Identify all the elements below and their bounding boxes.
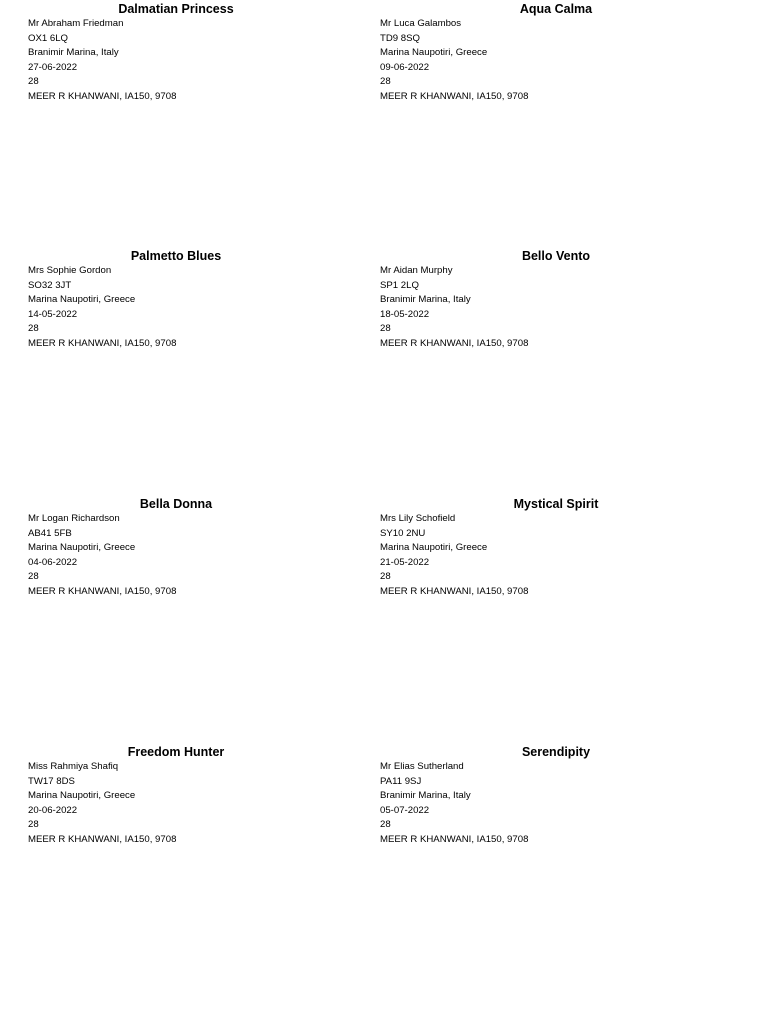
postcode: SY10 2NU: [380, 527, 426, 539]
label-card: [380, 248, 732, 352]
date: 09-06-2022: [380, 61, 430, 73]
boat-name: Palmetto Blues: [130, 249, 222, 263]
boat-name: Mystical Spirit: [513, 497, 599, 511]
boat-name: Aqua Calma: [519, 2, 593, 16]
reference: MEER R KHANWANI, IA150, 9708: [28, 337, 177, 349]
reference: MEER R KHANWANI, IA150, 9708: [380, 833, 529, 845]
number: 28: [28, 323, 39, 335]
boat-name: Dalmatian Princess: [118, 2, 234, 16]
boat-name: Freedom Hunter: [127, 745, 225, 759]
owner-name: Mrs Sophie Gordon: [28, 265, 112, 276]
marina: Marina Naupotiri, Greece: [28, 542, 136, 554]
owner-name: Mr Aidan Murphy: [380, 265, 453, 276]
label-card: [28, 248, 380, 352]
owner-name: Mr Logan Richardson: [28, 513, 120, 524]
owner-name: Mrs Lily Schofield: [380, 513, 456, 524]
label-card: [380, 1, 732, 105]
owner-name: Mr Abraham Friedman: [28, 18, 124, 29]
postcode: TW17 8DS: [28, 775, 75, 787]
boat-name: Bella Donna: [139, 497, 213, 511]
owner-name: Mr Elias Sutherland: [380, 761, 464, 772]
marina: Marina Naupotiri, Greece: [28, 790, 136, 802]
date: 14-05-2022: [28, 308, 78, 320]
reference: MEER R KHANWANI, IA150, 9708: [380, 585, 529, 597]
postcode: SO32 3JT: [28, 279, 72, 291]
marina: Branimir Marina, Italy: [380, 790, 471, 802]
date: 18-05-2022: [380, 308, 430, 320]
number: 28: [380, 819, 391, 831]
label-card: [380, 744, 732, 848]
postcode: SP1 2LQ: [380, 279, 419, 291]
date: 04-06-2022: [28, 556, 78, 568]
postcode: TD9 8SQ: [380, 32, 420, 44]
boat-name: Bello Vento: [521, 249, 591, 263]
boat-name: Serendipity: [521, 745, 591, 759]
owner-name: Miss Rahmiya Shafiq: [28, 761, 119, 772]
marina: Marina Naupotiri, Greece: [380, 47, 488, 59]
number: 28: [28, 571, 39, 583]
number: 28: [28, 76, 39, 88]
label-card: [28, 744, 380, 848]
reference: MEER R KHANWANI, IA150, 9708: [380, 90, 529, 102]
number: 28: [380, 571, 391, 583]
marina: Branimir Marina, Italy: [28, 47, 119, 59]
number: 28: [380, 76, 391, 88]
label-card: [28, 1, 380, 105]
postcode: PA11 9SJ: [380, 775, 422, 787]
marina: Marina Naupotiri, Greece: [380, 542, 488, 554]
owner-name: Mr Luca Galambos: [380, 18, 462, 29]
reference: MEER R KHANWANI, IA150, 9708: [28, 833, 177, 845]
label-card: [28, 496, 380, 600]
marina: Marina Naupotiri, Greece: [28, 294, 136, 306]
number: 28: [380, 323, 391, 335]
number: 28: [28, 819, 39, 831]
date: 20-06-2022: [28, 804, 78, 816]
label-card: [380, 496, 732, 600]
date: 05-07-2022: [380, 804, 430, 816]
reference: MEER R KHANWANI, IA150, 9708: [28, 585, 177, 597]
reference: MEER R KHANWANI, IA150, 9708: [28, 90, 177, 102]
postcode: OX1 6LQ: [28, 32, 68, 44]
marina: Branimir Marina, Italy: [380, 294, 471, 306]
date: 27-06-2022: [28, 61, 78, 73]
reference: MEER R KHANWANI, IA150, 9708: [380, 337, 529, 349]
date: 21-05-2022: [380, 556, 430, 568]
postcode: AB41 5FB: [28, 527, 72, 539]
